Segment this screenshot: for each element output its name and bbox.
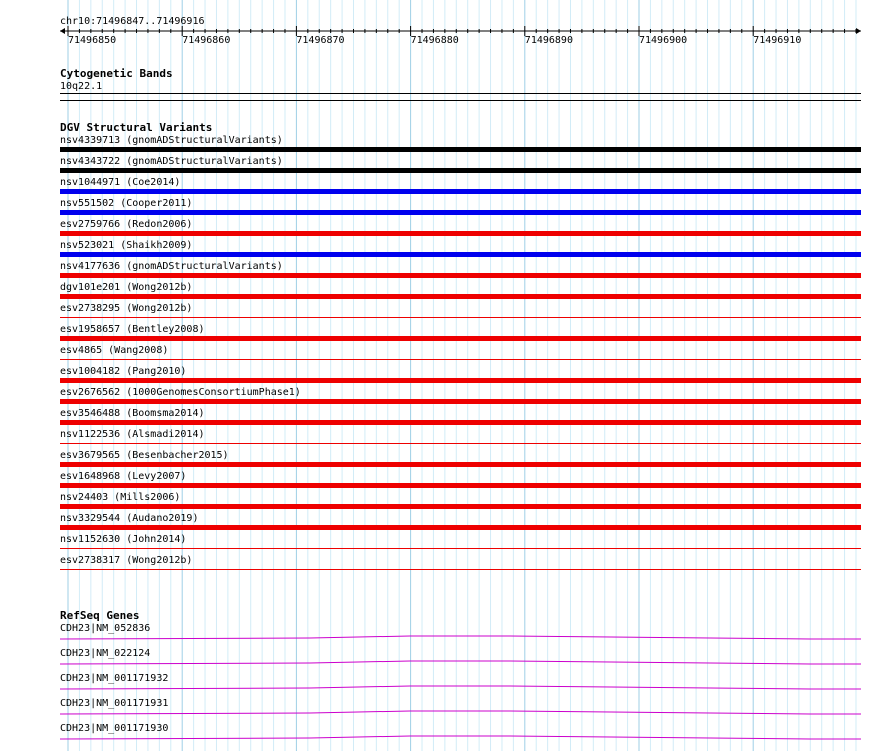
refseq-gene-label[interactable]: CDH23|NM_001171931 [60,698,169,709]
dgv-variant-label[interactable]: esv2676562 (1000GenomesConsortiumPhase1) [60,387,301,398]
dgv-variant-bar[interactable] [60,359,861,360]
dgv-variant-label[interactable]: nsv1122536 (Alsmadi2014) [60,429,205,440]
dgv-variant-label[interactable]: nsv1044971 (Coe2014) [60,177,181,188]
dgv-variant-label[interactable]: esv1648968 (Levy2007) [60,471,187,482]
ruler-region-label: chr10:71496847..71496916 [60,16,205,27]
ruler-tick-label: 71496880 [410,35,459,46]
refseq-gene-line [60,736,861,739]
dgv-variant-label[interactable]: esv3546488 (Boomsma2014) [60,408,205,419]
ruler-tick-label: 71496900 [639,35,688,46]
dgv-variant-label[interactable]: dgv101e201 (Wong2012b) [60,282,193,293]
dgv-variant-label[interactable]: nsv4177636 (gnomADStructuralVariants) [60,261,283,272]
dgv-variant-bar[interactable] [60,420,861,425]
dgv-variant-label[interactable]: nsv1152630 (John2014) [60,534,187,545]
refseq-gene-label[interactable]: CDH23|NM_022124 [60,648,151,659]
dgv-variant-bar[interactable] [60,462,861,467]
cytoband-bar[interactable] [60,93,861,94]
dgv-variant-label[interactable]: esv1004182 (Pang2010) [60,366,187,377]
ruler-tick-label: 71496850 [68,35,117,46]
cytoband-label: 10q22.1 [60,81,103,92]
dgv-variant-bar[interactable] [60,273,861,278]
dgv-variant-label[interactable]: esv2759766 (Redon2006) [60,219,193,230]
dgv-variant-label[interactable]: nsv24403 (Mills2006) [60,492,181,503]
refseq-gene-model[interactable] [60,683,861,691]
dgv-variant-label[interactable]: esv1958657 (Bentley2008) [60,324,205,335]
dgv-variant-bar[interactable] [60,294,861,299]
dgv-track-title: DGV Structural Variants [60,121,213,134]
dgv-variant-label[interactable]: nsv551502 (Cooper2011) [60,198,193,209]
refseq-track-title: RefSeq Genes [60,609,140,622]
refseq-gene-label[interactable]: CDH23|NM_001171932 [60,673,169,684]
dgv-variant-bar[interactable] [60,483,861,488]
refseq-gene-line [60,636,861,639]
ruler-tick-label: 71496890 [524,35,573,46]
refseq-gene-model[interactable] [60,733,861,741]
dgv-variant-bar[interactable] [60,336,861,341]
dgv-variant-bar[interactable] [60,210,861,215]
dgv-variant-bar[interactable] [60,443,861,444]
refseq-gene-line [60,711,861,714]
refseq-gene-model[interactable] [60,658,861,666]
dgv-variant-label[interactable]: esv3679565 (Besenbacher2015) [60,450,229,461]
dgv-variant-bar[interactable] [60,504,861,509]
dgv-variant-bar[interactable] [60,252,861,257]
ruler-right-arrow-icon [856,28,861,34]
dgv-variant-label[interactable]: nsv4339713 (gnomADStructuralVariants) [60,135,283,146]
dgv-variant-label[interactable]: esv4865 (Wang2008) [60,345,169,356]
ruler-tick-label: 71496860 [182,35,231,46]
dgv-variant-label[interactable]: nsv523021 (Shaikh2009) [60,240,193,251]
dgv-variant-label[interactable]: esv2738295 (Wong2012b) [60,303,193,314]
dgv-variant-bar[interactable] [60,569,861,570]
dgv-variant-bar[interactable] [60,548,861,549]
refseq-gene-label[interactable]: CDH23|NM_001171930 [60,723,169,734]
dgv-variant-bar[interactable] [60,189,861,194]
refseq-gene-model[interactable] [60,633,861,641]
dgv-variant-label[interactable]: nsv3329544 (Audano2019) [60,513,199,524]
dgv-variant-bar[interactable] [60,399,861,404]
track-divider [60,100,861,101]
dgv-variant-label[interactable]: nsv4343722 (gnomADStructuralVariants) [60,156,283,167]
dgv-variant-bar[interactable] [60,168,861,173]
ruler-tick-label: 71496870 [296,35,345,46]
refseq-gene-line [60,686,861,689]
dgv-variant-bar[interactable] [60,231,861,236]
cytoband-track-title: Cytogenetic Bands [60,67,173,80]
dgv-variant-bar[interactable] [60,147,861,152]
dgv-variant-label[interactable]: esv2738317 (Wong2012b) [60,555,193,566]
refseq-gene-line [60,661,861,664]
ruler-left-arrow-icon [60,28,65,34]
dgv-variant-bar[interactable] [60,378,861,383]
refseq-gene-model[interactable] [60,708,861,716]
dgv-variant-bar[interactable] [60,317,861,318]
refseq-gene-label[interactable]: CDH23|NM_052836 [60,623,151,634]
ruler-tick-label: 71496910 [753,35,802,46]
dgv-variant-bar[interactable] [60,525,861,530]
